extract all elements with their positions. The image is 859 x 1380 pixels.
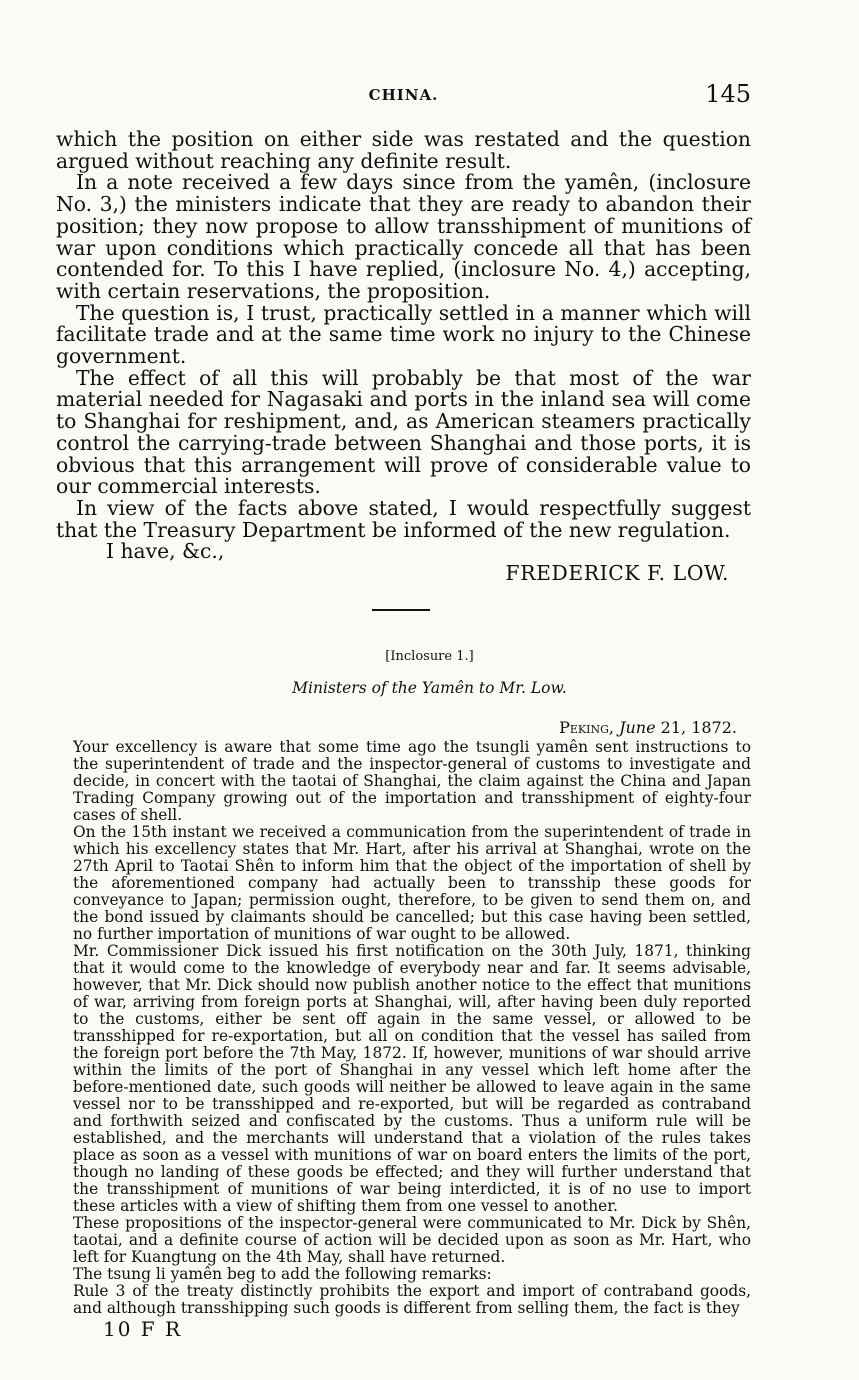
inclosure-paragraph: Mr. Commissioner Dick issued his first notification on the 30th July, 1871, thinking that it would come to the knowledge of everybody near and far. It seems advisable, however, that Mr. Dick should now publish another notice to the effect that munitions of war, arriving from foreign ports at Shanghai, will, after having been duly reported to the customs, either be sent off again in the same vessel, or allowed to be transshipped for re-exportation, but all on condition that the vessel has sailed from the foreign port before the 7th May, 1872. If, however, munitions of war should arrive within the limits of the port of Shanghai in any vessel which left home after the before-mentioned date, such goods will neither be allowed to leave again in the same vessel nor to be transshipped and re-exported, but will be regarded as contraband and forthwith seized and confiscated by the customs. Thus a uniform rule will be established, and the merchants will understand that a violation of the rules takes place as soon as a vessel with munitions of war on board enters the limits of the port, though no landing of these goods be effected; and they will further understand that the transshipment of munitions of war being interdicted, it is of no use to import these articles with a view of shifting them from one vessel to another.: [73, 942, 751, 1215]
running-title: CHINA.: [368, 86, 439, 104]
section-divider: [372, 609, 430, 611]
letter-paragraph: The effect of all this will probably be that most of the war material needed for Nagasaki and ports in the inland sea will come to Shanghai for reshipment, and, as American steamers practically control the carrying-trade between Shanghai and those ports, it is obvious that this arrangement will prove of considerable value to our commercial interests.: [56, 365, 751, 499]
letter-paragraph: In view of the facts above stated, I would respectfully suggest that the Treasury Department be informed of the new regulation.: [56, 495, 751, 542]
inclosure-dateline: [559, 718, 737, 737]
inclosure-paragraph: The tsung li yamên beg to add the following remarks:: [73, 1265, 492, 1283]
letter-paragraph: which the position on either side was restated and the question argued without reaching any definite result.: [56, 127, 751, 173]
inclosure-title: Ministers of the Yamên to Mr. Low.: [292, 679, 567, 697]
inclosure-paragraph: On the 15th instant we received a communication from the superintendent of trade in which his excellency states that Mr. Hart, after his arrival at Shanghai, wrote on the 27th April to Taotai Shên to inform him that the object of the importation of shell by the aforementioned company had actually been to transship these goods for conveyance to Japan; permission ought, therefore, to be given to send them on, and the bond issued by claimants should be cancelled; but this case having been settled, no further importation of munitions of war ought to be allowed.: [73, 823, 751, 943]
inclosure-paragraph: These propositions of the inspector-general were communicated to Mr. Dick by Shên, taotai, and a definite course of action will be decided upon as soon as Mr. Hart, who left for Kuangtung on the 4th May, shall have returned.: [73, 1214, 751, 1266]
letter-greeting: I have, &c.,: [106, 539, 225, 564]
page-header: [56, 80, 751, 110]
letter-signature: FREDERICK F. LOW.: [505, 561, 729, 586]
inclosure-label: [Inclosure 1.]: [385, 649, 474, 664]
date-month: June: [619, 718, 656, 737]
inclosure-paragraph: Your excellency is aware that some time ago the tsungli yamên sent instructions to the superintendent of trade and the inspector-general of customs to investigate and decide, in concert with the taotai of Shanghai, the claim against the China and Japan Trading Company growing out of the importation and transshipment of eighty-four cases of shell.: [73, 738, 751, 824]
date-rest: 21, 1872.: [660, 718, 737, 737]
page-number: 145: [705, 80, 751, 108]
inclosure-paragraph: Rule 3 of the treaty distinctly prohibits the export and import of contraband goods, and although transshipping such goods is different from selling them, the fact is they: [73, 1282, 751, 1317]
date-place: Peking,: [559, 718, 614, 737]
signature-mark: 10 F R: [103, 1317, 183, 1341]
letter-paragraph: In a note received a few days since from the yamên, (inclosure No. 3,) the ministers indicate that they are ready to abandon their position; they now propose to allow transshipment of munitions of war upon conditions which practically concede all that has been contended for. To this I have replied, (inclosure No. 4,) accepting, with certain reservations, the proposition.: [56, 170, 751, 303]
letter-body: [56, 129, 751, 585]
inclosure-body: [73, 739, 751, 1317]
letter-paragraph: The question is, I trust, practically settled in a manner which will facilitate trade and at the same time work no injury to the Chinese government.: [56, 300, 751, 369]
